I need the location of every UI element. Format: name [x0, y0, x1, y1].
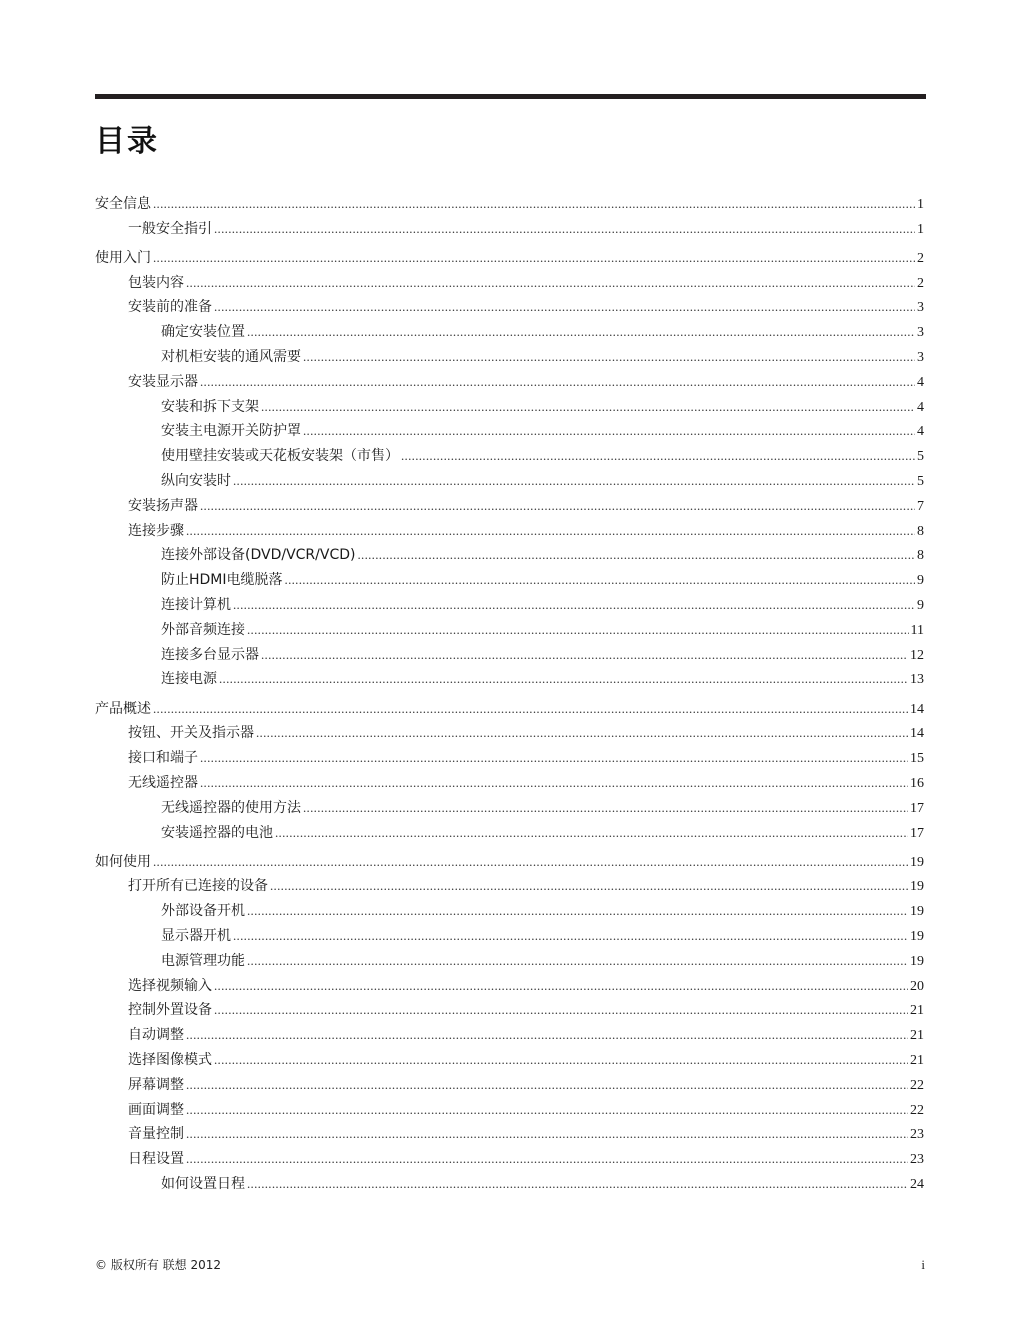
toc-dot-leader: [200, 494, 915, 519]
toc-dot-leader: [200, 746, 908, 771]
toc-entry[interactable]: [95, 850, 924, 875]
toc-entry-page: 22: [910, 1077, 924, 1093]
toc-dot-leader: [200, 370, 915, 395]
toc-entry[interactable]: [95, 568, 924, 593]
toc-entry[interactable]: [95, 746, 924, 771]
footer-copyright: © 版权所有 联想 2012: [95, 1258, 221, 1272]
toc-entry-label: 选择视频输入: [128, 977, 212, 994]
toc-dot-leader: [357, 543, 915, 568]
toc-entry[interactable]: [95, 295, 924, 320]
toc-entry-page: 4: [917, 399, 924, 415]
toc-entry-label: 一般安全指引: [128, 220, 212, 237]
toc-dot-leader: [153, 246, 915, 271]
toc-dot-leader: [247, 618, 909, 643]
toc-dot-leader: [186, 1023, 908, 1048]
toc-entry[interactable]: [95, 519, 924, 544]
toc-entry-page: 11: [910, 622, 924, 638]
toc-dot-leader: [214, 974, 908, 999]
toc-entry-label: 安装遥控器的电池: [161, 824, 273, 841]
toc-entry-label: 连接计算机: [161, 597, 231, 614]
toc-entry-label: 控制外置设备: [128, 1002, 212, 1019]
toc-entry-label: 屏幕调整: [128, 1076, 184, 1093]
toc-entry-label: 如何使用: [95, 853, 151, 870]
toc-dot-leader: [401, 444, 915, 469]
toc-entry[interactable]: [95, 1172, 924, 1197]
toc-entry-label: 如何设置日程: [161, 1175, 245, 1192]
toc-entry[interactable]: [95, 697, 924, 722]
toc-entry-label: 无线遥控器的使用方法: [161, 799, 301, 816]
toc-entry-page: 23: [910, 1152, 924, 1168]
toc-entry-label: 产品概述: [95, 700, 151, 717]
toc-dot-leader: [247, 320, 915, 345]
footer-page-number: i: [921, 1257, 925, 1272]
toc-entry-label: 外部设备开机: [161, 903, 245, 920]
toc-entry-page: 21: [910, 1003, 924, 1019]
toc-entry-page: 5: [917, 449, 924, 465]
toc-entry-label: 选择图像模式: [128, 1051, 212, 1068]
toc-dot-leader: [186, 519, 915, 544]
toc-entry[interactable]: [95, 246, 924, 271]
toc-dot-leader: [303, 796, 908, 821]
toc-entry-page: 19: [910, 904, 924, 920]
toc-entry-page: 19: [910, 879, 924, 895]
toc-entry-page: 24: [910, 1176, 924, 1192]
toc-entry-page: 14: [910, 701, 924, 717]
toc-entry[interactable]: [95, 543, 924, 568]
top-rule: [95, 94, 926, 99]
toc-entry-label: 确定安装位置: [161, 324, 245, 341]
toc-entry-page: 3: [917, 300, 924, 316]
toc-dot-leader: [186, 1098, 908, 1123]
toc-entry-page: 19: [910, 854, 924, 870]
toc-entry-label: 安全信息: [95, 196, 151, 212]
toc-entry-page: 2: [917, 250, 924, 266]
toc-dot-leader: [275, 821, 908, 846]
toc-entry-label: 按钮、开关及指示器: [128, 725, 254, 742]
toc-entry-label: 对机柜安装的通风需要: [161, 349, 301, 366]
toc-entry[interactable]: [95, 618, 924, 643]
toc-dot-leader: [270, 874, 908, 899]
toc-entry-label: 音量控制: [128, 1126, 184, 1143]
toc-entry[interactable]: [95, 949, 924, 974]
toc-entry-label: 打开所有已连接的设备: [128, 878, 268, 895]
toc-entry[interactable]: [95, 370, 924, 395]
toc-entry-page: 16: [910, 775, 924, 791]
toc-entry-page: 4: [917, 374, 924, 390]
toc-entry[interactable]: [95, 345, 924, 370]
toc-dot-leader: [247, 1172, 908, 1197]
toc-dot-leader: [214, 1048, 908, 1073]
toc-entry-page: 8: [917, 548, 924, 564]
toc-entry[interactable]: [95, 444, 924, 469]
toc-entry[interactable]: [95, 924, 924, 949]
toc-entry[interactable]: [95, 593, 924, 618]
toc-entry[interactable]: [95, 395, 924, 420]
toc-entry-page: 19: [910, 953, 924, 969]
toc-entry[interactable]: [95, 1023, 924, 1048]
toc-entry-page: 3: [917, 325, 924, 341]
toc-entry-page: 4: [917, 424, 924, 440]
toc-entry-page: 8: [917, 523, 924, 539]
toc-entry-label: 使用壁挂安装或天花板安装架（市售）: [161, 448, 399, 465]
toc-entry-page: 12: [910, 647, 924, 663]
toc-dot-leader: [186, 1122, 908, 1147]
toc-entry-page: 14: [910, 726, 924, 742]
toc-entry[interactable]: [95, 320, 924, 345]
toc-entry-label: 连接多台显示器: [161, 646, 259, 663]
table-of-contents: [95, 192, 924, 1197]
toc-dot-leader: [285, 568, 915, 593]
toc-entry-label: 安装显示器: [128, 373, 198, 390]
toc-dot-leader: [233, 924, 908, 949]
toc-dot-leader: [186, 1073, 908, 1098]
toc-entry-label: 连接外部设备(DVD/VCR/VCD): [161, 547, 356, 564]
toc-entry[interactable]: [95, 192, 924, 217]
toc-entry-page: 7: [917, 498, 924, 514]
page-title: 目录: [95, 124, 159, 159]
toc-entry-label: 安装主电源开关防护罩: [161, 423, 301, 440]
toc-entry[interactable]: [95, 796, 924, 821]
toc-entry[interactable]: [95, 1122, 924, 1147]
toc-entry-page: 3: [917, 350, 924, 366]
toc-entry-page: 22: [910, 1102, 924, 1118]
toc-dot-leader: [200, 771, 908, 796]
toc-entry-label: 纵向安装时: [161, 473, 231, 490]
toc-entry-label: 安装前的准备: [128, 299, 212, 316]
toc-dot-leader: [303, 345, 915, 370]
toc-entry[interactable]: [95, 1098, 924, 1123]
toc-entry-label: 电源管理功能: [161, 952, 245, 969]
toc-entry-label: 日程设置: [128, 1151, 184, 1168]
toc-dot-leader: [233, 593, 915, 618]
toc-dot-leader: [233, 469, 915, 494]
toc-dot-leader: [247, 949, 908, 974]
toc-entry[interactable]: [95, 1048, 924, 1073]
toc-entry-label: 安装和拆下支架: [161, 398, 259, 415]
toc-entry-page: 21: [910, 1052, 924, 1068]
toc-entry-page: 15: [910, 751, 924, 767]
toc-dot-leader: [214, 998, 908, 1023]
toc-entry-page: 9: [917, 573, 924, 589]
toc-entry-page: 17: [910, 825, 924, 841]
toc-entry-page: 17: [910, 800, 924, 816]
toc-entry-page: 21: [910, 1028, 924, 1044]
toc-dot-leader: [219, 667, 908, 692]
toc-entry-label: 外部音频连接: [161, 621, 245, 638]
toc-entry-label: 包装内容: [128, 274, 184, 291]
toc-dot-leader: [214, 217, 915, 242]
toc-entry[interactable]: [95, 974, 924, 999]
toc-entry-label: 安装扬声器: [128, 497, 198, 514]
toc-dot-leader: [261, 643, 908, 668]
toc-entry-page: 1: [917, 221, 924, 237]
toc-entry[interactable]: [95, 721, 924, 746]
toc-entry[interactable]: [95, 469, 924, 494]
toc-dot-leader: [153, 697, 908, 722]
toc-dot-leader: [256, 721, 908, 746]
toc-entry[interactable]: [95, 998, 924, 1023]
toc-entry[interactable]: [95, 771, 924, 796]
toc-entry[interactable]: [95, 821, 924, 846]
toc-dot-leader: [153, 192, 915, 217]
toc-entry-label: 连接电源: [161, 671, 217, 688]
toc-dot-leader: [261, 395, 915, 420]
toc-entry-label: 无线遥控器: [128, 774, 198, 791]
toc-entry-page: 1: [917, 197, 924, 212]
toc-entry-label: 连接步骤: [128, 522, 184, 539]
toc-entry-page: 23: [910, 1127, 924, 1143]
toc-entry[interactable]: [95, 667, 924, 692]
toc-entry-label: 显示器开机: [161, 928, 231, 944]
toc-entry-label: 画面调整: [128, 1101, 184, 1118]
toc-dot-leader: [214, 295, 915, 320]
toc-dot-leader: [153, 850, 908, 875]
toc-entry-page: 19: [910, 929, 924, 944]
toc-entry[interactable]: [95, 1147, 924, 1172]
toc-entry-label: 使用入门: [95, 249, 151, 266]
toc-entry[interactable]: [95, 1073, 924, 1098]
toc-entry[interactable]: [95, 217, 924, 242]
toc-dot-leader: [186, 1147, 908, 1172]
toc-entry-label: 防止HDMI电缆脱落: [161, 572, 283, 589]
toc-entry[interactable]: [95, 419, 924, 444]
toc-entry-label: 接口和端子: [128, 750, 198, 767]
toc-entry-page: 5: [917, 474, 924, 490]
toc-dot-leader: [247, 899, 908, 924]
toc-entry-page: 2: [917, 275, 924, 291]
toc-entry[interactable]: [95, 643, 924, 668]
toc-entry-page: 20: [910, 978, 924, 994]
toc-entry[interactable]: [95, 874, 924, 899]
toc-dot-leader: [186, 271, 915, 296]
toc-entry[interactable]: [95, 899, 924, 924]
toc-entry[interactable]: [95, 271, 924, 296]
toc-entry[interactable]: [95, 494, 924, 519]
toc-dot-leader: [303, 419, 915, 444]
toc-entry-page: 9: [917, 598, 924, 614]
toc-entry-page: 13: [910, 672, 924, 688]
toc-entry-label: 自动调整: [128, 1027, 184, 1044]
